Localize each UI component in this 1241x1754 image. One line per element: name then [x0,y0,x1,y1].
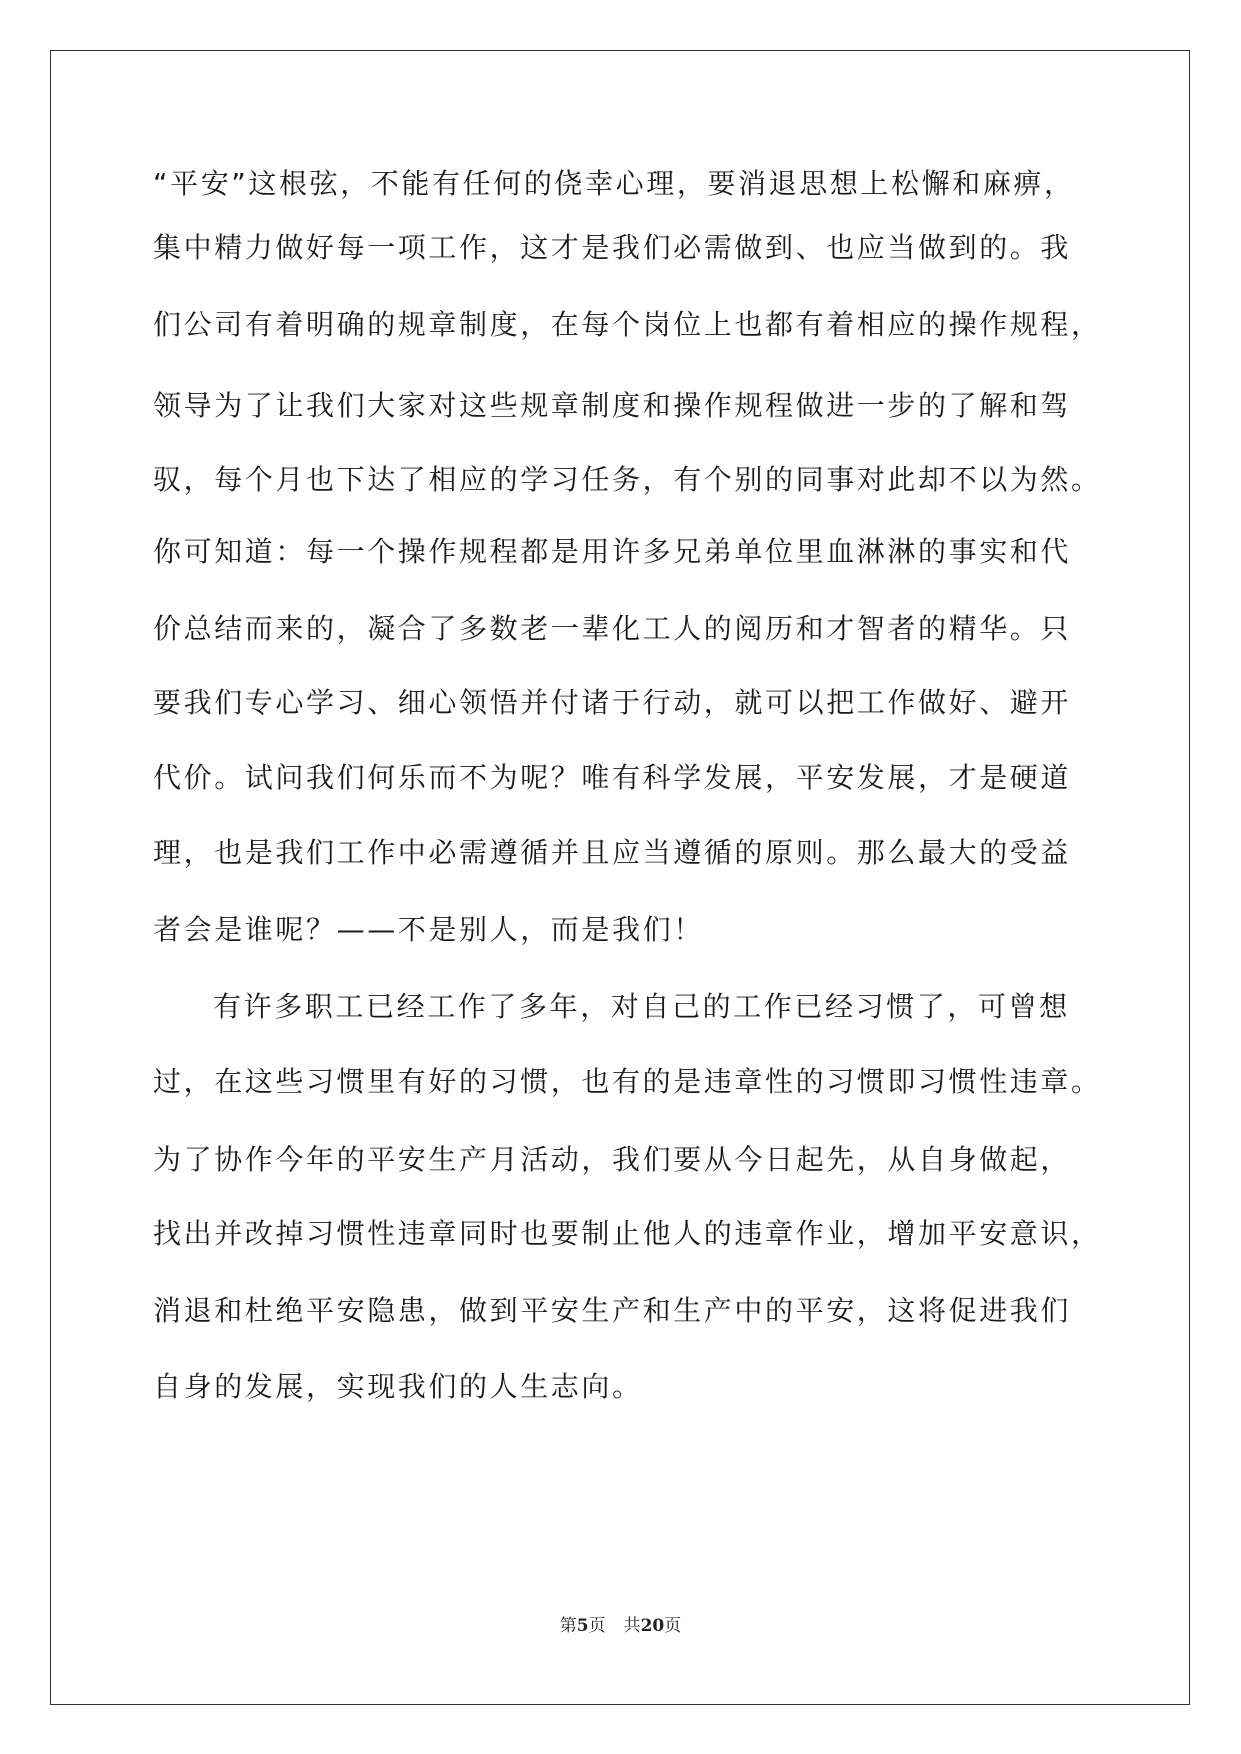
text-line: 者会是谁呢？——不是别人，而是我们！ [153,913,704,946]
text-line: 过，在这些习惯里有好的习惯，也有的是违章性的习惯即习惯性违章。 [153,1065,1102,1098]
page-suffix: 页 [588,1616,606,1636]
text-line: 自身的发展，实现我们的人生志向。 [153,1370,643,1403]
text-line: 驭，每个月也下达了相应的学习任务，有个别的同事对此却不以为然。 [153,463,1102,496]
paragraph-first-line: 有许多职工已经工作了多年，对自己的工作已经习惯了，可曾想 [213,990,1070,1023]
text-line: 理，也是我们工作中必需遵循并且应当遵循的原则。那么最大的受益 [153,836,1072,869]
total-pages: 20 [640,1616,665,1636]
text-line: 要我们专心学习、细心领悟并付诸于行动，就可以把工作做好、避开 [153,686,1072,719]
text-line: 集中精力做好每一项工作，这才是我们必需做到、也应当做到的。我 [153,231,1072,264]
text-line: 为了协作今年的平安生产月活动，我们要从今日起先，从自身做起， [153,1143,1072,1176]
text-line: 领导为了让我们大家对这些规章制度和操作规程做进一步的了解和驾 [153,389,1072,422]
page-footer [0,1615,1241,1637]
text-line: 们公司有着明确的规章制度，在每个岗位上也都有着相应的操作规程， [153,308,1102,341]
total-suffix: 页 [664,1616,682,1636]
text-line: 找出并改掉习惯性违章同时也要制止他人的违章作业，增加平安意识， [153,1217,1102,1250]
page-prefix: 第 [559,1616,577,1636]
text-line: 你可知道：每一个操作规程都是用许多兄弟单位里血淋淋的事实和代 [153,535,1072,568]
text-line: 价总结而来的，凝合了多数老一辈化工人的阅历和才智者的精华。只 [153,612,1072,645]
page-number: 5 [576,1616,589,1636]
text-line: “平安”这根弦，不能有任何的侥幸心理，要消退思想上松懈和麻痹， [153,167,1075,200]
text-line: 代价。试问我们何乐而不为呢？唯有科学发展，平安发展，才是硬道 [153,761,1072,794]
total-prefix: 共 [623,1616,641,1636]
page-border [50,50,1190,1705]
text-line: 消退和杜绝平安隐患，做到平安生产和生产中的平安，这将促进我们 [153,1294,1072,1327]
